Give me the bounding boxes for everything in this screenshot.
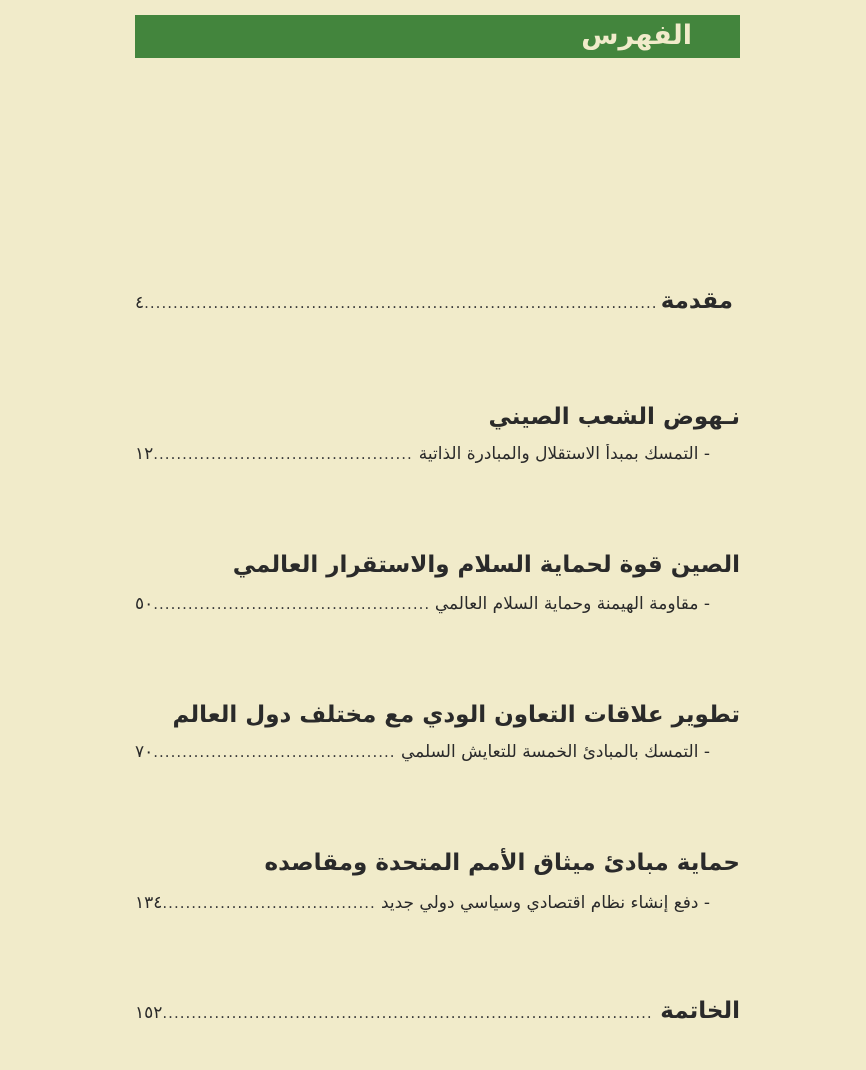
dot-leader <box>144 294 655 312</box>
dot-leader <box>162 894 375 912</box>
toc-page-number: ١٥٢ <box>135 1003 163 1023</box>
dot-leader <box>162 1004 654 1022</box>
toc-entry-sub[interactable] <box>135 742 710 762</box>
toc-page-number: ٤ <box>135 293 145 313</box>
toc-page-number: ١٢ <box>135 444 154 464</box>
toc-section-heading: الصين قوة لحماية السلام والاستقرار العالمي <box>232 552 740 578</box>
dot-leader <box>153 743 395 761</box>
toc-page-number: ١٣٤ <box>135 893 163 913</box>
dot-leader <box>153 595 429 613</box>
toc-entry-conclusion[interactable] <box>135 998 740 1024</box>
toc-section-heading: نـهوض الشعب الصيني <box>488 404 740 430</box>
toc-entry-intro[interactable] <box>135 288 733 314</box>
page-title: الفهرس <box>581 20 692 51</box>
toc-entry-label: الخاتمة <box>660 998 740 1024</box>
toc-entry-label: - التمسك بمبدأ الاستقلال والمبادرة الذاتية <box>418 444 710 464</box>
toc-entry-label: - مقاومة الهيمنة وحماية السلام العالمي <box>434 594 710 614</box>
toc-entry-sub[interactable] <box>135 444 710 464</box>
toc-page-number: ٧٠ <box>135 742 154 762</box>
toc-section-heading: حماية مبادئ ميثاق الأمم المتحدة ومقاصده <box>264 850 740 876</box>
toc-entry-sub[interactable] <box>135 893 710 913</box>
toc-entry-label: - دفع إنشاء نظام اقتصادي وسياسي دولي جديد <box>380 893 710 913</box>
toc-header-bar <box>135 15 740 58</box>
toc-page-number: ٥٠ <box>135 594 154 614</box>
toc-entry-label: مقدمة <box>660 288 733 314</box>
dot-leader <box>153 445 413 463</box>
toc-entry-sub[interactable] <box>135 594 710 614</box>
toc-section-heading: تطوير علاقات التعاون الودي مع مختلف دول العالم <box>172 702 740 728</box>
toc-entry-label: - التمسك بالمبادئ الخمسة للتعايش السلمي <box>400 742 710 762</box>
